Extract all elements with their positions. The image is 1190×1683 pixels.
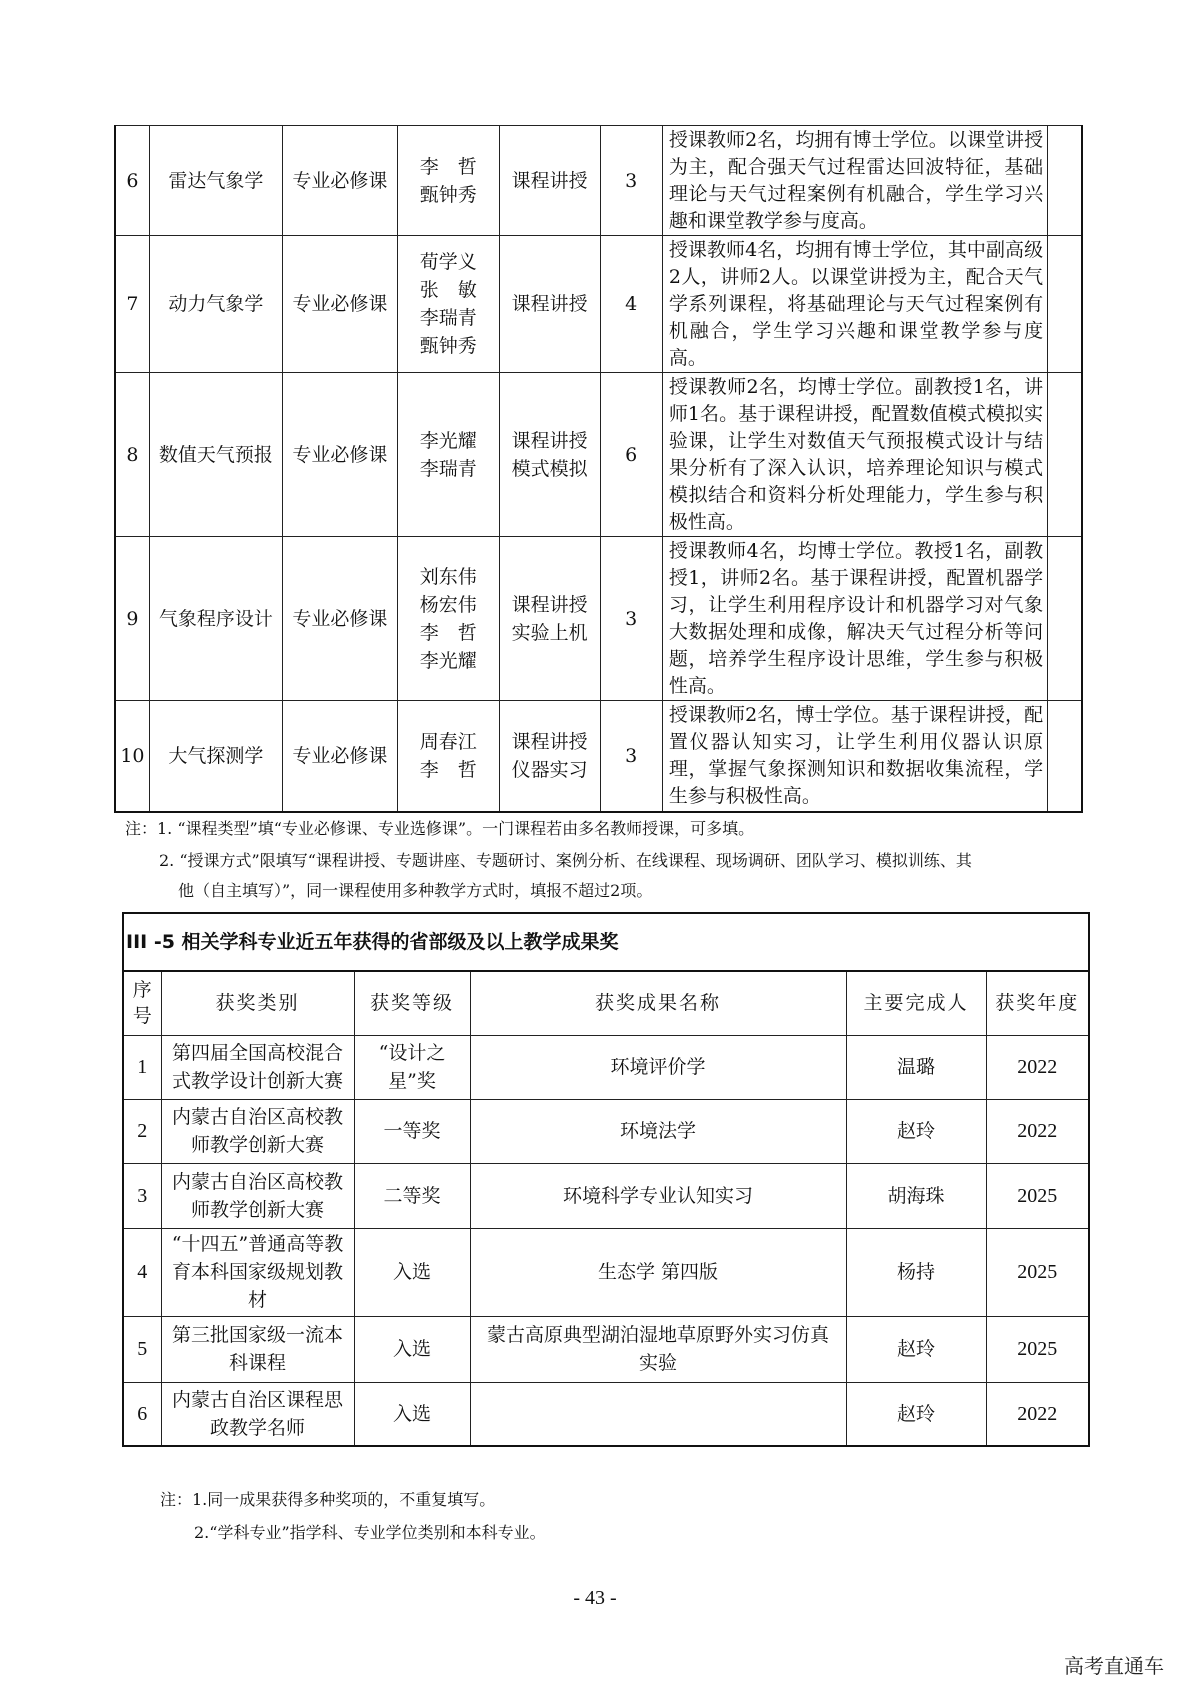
award-note-1: 注：1.同一成果获得多种奖项的，不重复填写。 <box>160 1490 496 1509</box>
teacher-name: 李 哲 <box>419 758 477 781</box>
course-teachers <box>397 373 499 537</box>
award-category: 第三批国家级一流本科课程 <box>161 1316 354 1382</box>
award-category: 内蒙古自治区高校教师教学创新大赛 <box>161 1163 354 1228</box>
course-type: 专业必修课 <box>282 537 397 701</box>
course-name: 数值天气预报 <box>149 373 282 537</box>
award-level: 入选 <box>354 1316 470 1382</box>
award-person: 胡海珠 <box>846 1163 986 1228</box>
course-extra <box>1048 236 1082 373</box>
course-row <box>115 701 1082 812</box>
teacher-name: 李瑞青 <box>419 307 477 329</box>
header-no: 序号 <box>123 971 161 1035</box>
teacher-name: 李瑞青 <box>419 457 477 480</box>
award-name <box>470 1382 846 1446</box>
course-desc: 授课教师4名，均拥有博士学位，其中副高级2人，讲师2人。以课堂讲授为主，配合天气学系列课程，将基础理论与天气过程案例有机融合，学生学习兴趣和课堂教学参与度高。 <box>662 236 1047 373</box>
course-desc: 授课教师4名，均博士学位。教授1名，副教授1，讲师2名。基于课程讲授，配置机器学习，让学生利用程序设计和机器学习对气象大数据处理和成像，解决天气过程分析等问题，培养学生程序设计思维，学生参与积极性高。 <box>662 537 1047 701</box>
award-year: 2025 <box>986 1316 1089 1382</box>
teacher-name: 周春江 <box>419 730 477 753</box>
award-level: 二等奖 <box>354 1163 470 1228</box>
course-extra <box>1048 373 1082 537</box>
page-number: - 43 - <box>573 1587 617 1609</box>
teaching-method: 实验上机 <box>511 621 588 644</box>
course-extra <box>1048 701 1082 812</box>
course-type: 专业必修课 <box>282 126 397 236</box>
course-no: 8 <box>115 373 149 537</box>
header-name: 获奖成果名称 <box>470 971 846 1035</box>
teacher-name: 李光耀 <box>419 649 477 672</box>
course-extra <box>1048 126 1082 236</box>
teacher-name: 甄钟秀 <box>419 183 477 206</box>
award-row <box>123 1163 1089 1228</box>
course-row <box>115 236 1082 373</box>
teaching-method: 课程讲授 <box>511 730 588 753</box>
course-no: 7 <box>115 236 149 373</box>
watermark: 高考直通车 <box>1064 1654 1164 1678</box>
award-year: 2022 <box>986 1099 1089 1163</box>
award-row <box>123 1035 1089 1099</box>
award-table <box>122 912 1090 1447</box>
award-category: 第四届全国高校混合式教学设计创新大赛 <box>161 1035 354 1099</box>
teaching-method: 课程讲授 <box>511 593 588 616</box>
award-level: “设计之星”奖 <box>354 1035 470 1099</box>
course-name: 气象程序设计 <box>149 537 282 701</box>
course-methods <box>499 236 600 373</box>
header-category: 获奖类别 <box>161 971 354 1035</box>
course-teachers <box>397 126 499 236</box>
course-hours: 4 <box>600 236 662 373</box>
course-name: 大气探测学 <box>149 701 282 812</box>
award-person: 温璐 <box>846 1035 986 1099</box>
teaching-method: 仪器实习 <box>511 758 588 781</box>
teacher-name: 甄钟秀 <box>419 335 477 357</box>
course-methods <box>499 373 600 537</box>
award-category: “十四五”普通高等教育本科国家级规划教材 <box>161 1228 354 1316</box>
award-name: 环境评价学 <box>470 1035 846 1099</box>
course-desc: 授课教师2名，均博士学位。副教授1名，讲师1名。基于课程讲授，配置数值模式模拟实验课，让学生对数值天气预报模式设计与结果分析有了深入认识，培养理论知识与模式模拟结合和资料分析处理能力，学生参与积极性高。 <box>662 373 1047 537</box>
teacher-name: 李光耀 <box>419 429 477 452</box>
award-row <box>123 1382 1089 1446</box>
award-person: 赵玲 <box>846 1382 986 1446</box>
teacher-name: 荀学义 <box>419 251 477 273</box>
award-row <box>123 1228 1089 1316</box>
award-person: 赵玲 <box>846 1316 986 1382</box>
award-header-row <box>123 971 1089 1035</box>
award-no: 5 <box>123 1316 161 1382</box>
award-name: 环境法学 <box>470 1099 846 1163</box>
course-note-2: 2. “授课方式”限填写“课程讲授、专题讲座、专题研讨、案例分析、在线课程、现场调研、团队学习、模拟训练、其 <box>159 851 972 870</box>
course-row <box>115 126 1082 236</box>
course-type: 专业必修课 <box>282 701 397 812</box>
course-hours: 3 <box>600 126 662 236</box>
award-level: 一等奖 <box>354 1099 470 1163</box>
header-year: 获奖年度 <box>986 971 1089 1035</box>
award-person: 杨持 <box>846 1228 986 1316</box>
course-methods <box>499 537 600 701</box>
award-name: 蒙古高原典型湖泊湿地草原野外实习仿真实验 <box>470 1316 846 1382</box>
award-table-title: III -5 相关学科专业近五年获得的省部级及以上教学成果奖 <box>123 913 1089 971</box>
teaching-method: 课程讲授 <box>511 169 588 192</box>
award-note-2: 2.“学科专业”指学科、专业学位类别和本科专业。 <box>194 1523 546 1542</box>
teacher-name: 张 敏 <box>419 279 477 301</box>
course-type: 专业必修课 <box>282 236 397 373</box>
award-year: 2025 <box>986 1228 1089 1316</box>
award-name: 生态学 第四版 <box>470 1228 846 1316</box>
course-hours: 6 <box>600 373 662 537</box>
award-year: 2022 <box>986 1382 1089 1446</box>
course-desc: 授课教师2名，均拥有博士学位。以课堂讲授为主，配合强天气过程雷达回波特征，基础理论与天气过程案例有机融合，学生学习兴趣和课堂教学参与度高。 <box>662 126 1047 236</box>
award-category: 内蒙古自治区课程思政教学名师 <box>161 1382 354 1446</box>
course-note-2-continued: 他（自主填写）”，同一课程使用多种教学方式时，填报不超过2项。 <box>178 881 653 900</box>
course-note-1: 注：1. “课程类型”填“专业必修课、专业选修课”。一门课程若由多名教师授课，可多填。 <box>125 819 755 838</box>
award-no: 6 <box>123 1382 161 1446</box>
course-row <box>115 373 1082 537</box>
course-name: 动力气象学 <box>149 236 282 373</box>
teacher-name: 刘东伟 <box>419 565 477 588</box>
course-type: 专业必修课 <box>282 373 397 537</box>
course-no: 9 <box>115 537 149 701</box>
award-year: 2022 <box>986 1035 1089 1099</box>
award-year: 2025 <box>986 1163 1089 1228</box>
award-name: 环境科学专业认知实习 <box>470 1163 846 1228</box>
teaching-method: 模式模拟 <box>511 457 588 480</box>
course-row <box>115 537 1082 701</box>
award-no: 1 <box>123 1035 161 1099</box>
teacher-name: 李 哲 <box>419 155 477 178</box>
teacher-name: 李 哲 <box>419 621 477 644</box>
award-row <box>123 1099 1089 1163</box>
teacher-name: 杨宏伟 <box>419 593 477 616</box>
course-teachers <box>397 236 499 373</box>
course-methods <box>499 701 600 812</box>
award-row <box>123 1316 1089 1382</box>
course-no: 10 <box>115 701 149 812</box>
header-level: 获奖等级 <box>354 971 470 1035</box>
course-teachers <box>397 701 499 812</box>
course-no: 6 <box>115 126 149 236</box>
course-name: 雷达气象学 <box>149 126 282 236</box>
course-extra <box>1048 537 1082 701</box>
course-methods <box>499 126 600 236</box>
header-person: 主要完成人 <box>846 971 986 1035</box>
teaching-method: 课程讲授 <box>511 293 588 315</box>
course-hours: 3 <box>600 701 662 812</box>
award-person: 赵玲 <box>846 1099 986 1163</box>
award-no: 4 <box>123 1228 161 1316</box>
course-desc: 授课教师2名，博士学位。基于课程讲授，配置仪器认知实习，让学生利用仪器认识原理，掌握气象探测知识和数据收集流程，学生参与积极性高。 <box>662 701 1047 812</box>
course-hours: 3 <box>600 537 662 701</box>
course-teachers <box>397 537 499 701</box>
award-no: 2 <box>123 1099 161 1163</box>
teaching-method: 课程讲授 <box>511 429 588 452</box>
award-category: 内蒙古自治区高校教师教学创新大赛 <box>161 1099 354 1163</box>
course-table <box>114 125 1083 813</box>
award-no: 3 <box>123 1163 161 1228</box>
award-level: 入选 <box>354 1382 470 1446</box>
award-level: 入选 <box>354 1228 470 1316</box>
